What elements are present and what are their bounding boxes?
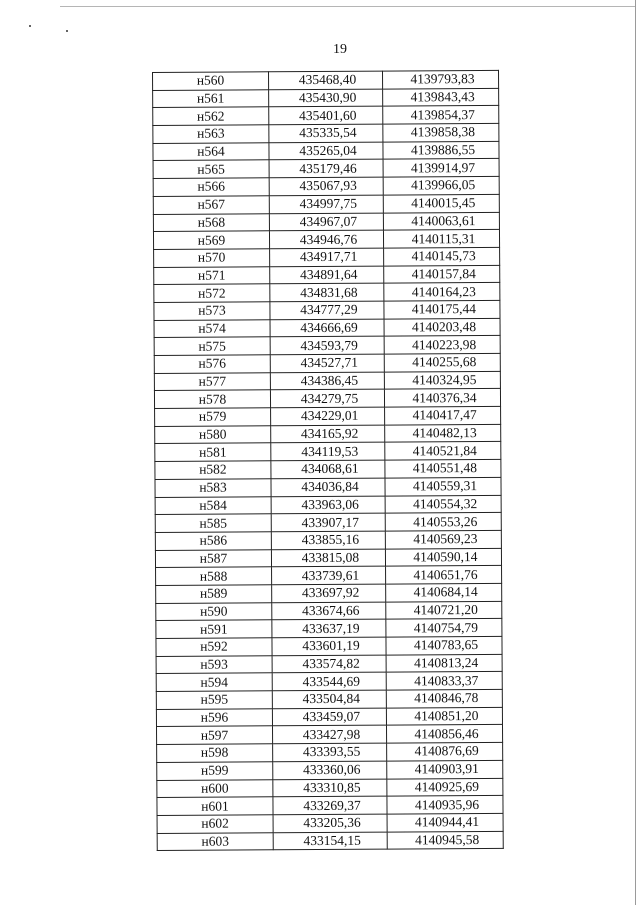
point-id-cell: н572 <box>154 284 270 302</box>
x-coordinate-cell: 434386,45 <box>270 372 384 390</box>
point-id-cell: н562 <box>153 107 269 125</box>
table-row <box>157 831 503 851</box>
x-coordinate-cell: 433963,06 <box>271 496 385 514</box>
table-row <box>153 194 499 214</box>
x-coordinate-cell: 433205,36 <box>273 814 387 832</box>
coordinates-table-body <box>153 70 504 850</box>
point-id-cell: н574 <box>154 319 270 337</box>
table-row <box>156 707 502 727</box>
table-row <box>153 177 499 197</box>
table-row <box>154 300 500 320</box>
table-row <box>153 106 499 126</box>
x-coordinate-cell: 435179,46 <box>269 160 383 178</box>
point-id-cell: н594 <box>156 673 272 691</box>
y-coordinate-cell: 4140115,31 <box>383 230 499 248</box>
x-coordinate-cell: 434279,75 <box>270 389 384 407</box>
point-id-cell: н592 <box>156 638 272 656</box>
table-row <box>156 636 502 656</box>
page-number: 19 <box>333 42 347 57</box>
point-id-cell: н576 <box>154 355 270 373</box>
point-id-cell: н565 <box>153 160 269 178</box>
scan-edge-top <box>60 6 636 7</box>
y-coordinate-cell: 4140851,20 <box>386 707 502 725</box>
y-coordinate-cell: 4140813,24 <box>386 654 502 672</box>
y-coordinate-cell: 4139966,05 <box>383 177 499 195</box>
x-coordinate-cell: 433907,17 <box>271 513 385 531</box>
point-id-cell: н600 <box>157 779 273 797</box>
point-id-cell: н580 <box>155 426 271 444</box>
table-row <box>154 318 500 338</box>
y-coordinate-cell: 4140569,23 <box>385 530 501 548</box>
x-coordinate-cell: 434068,61 <box>271 460 385 478</box>
point-id-cell: н578 <box>154 390 270 408</box>
point-id-cell: н601 <box>157 797 273 815</box>
coordinates-table <box>152 70 504 851</box>
y-coordinate-cell: 4139854,37 <box>383 106 499 124</box>
x-coordinate-cell: 433393,55 <box>273 743 387 761</box>
table-row <box>156 619 502 639</box>
x-coordinate-cell: 433427,98 <box>272 726 386 744</box>
x-coordinate-cell: 433360,06 <box>273 761 387 779</box>
point-id-cell: н567 <box>153 196 269 214</box>
point-id-cell: н563 <box>153 125 269 143</box>
y-coordinate-cell: 4140783,65 <box>386 636 502 654</box>
table-row <box>154 336 500 356</box>
scan-speck <box>29 25 31 27</box>
point-id-cell: н571 <box>154 266 270 284</box>
y-coordinate-cell: 4140945,58 <box>387 831 503 849</box>
y-coordinate-cell: 4140015,45 <box>383 194 499 212</box>
table-row <box>154 283 500 303</box>
x-coordinate-cell: 434946,76 <box>269 230 383 248</box>
point-id-cell: н585 <box>155 514 271 532</box>
y-coordinate-cell: 4140684,14 <box>386 583 502 601</box>
table-row <box>154 265 500 285</box>
x-coordinate-cell: 433154,15 <box>273 832 387 850</box>
scan-edge-right <box>635 0 636 905</box>
x-coordinate-cell: 434666,69 <box>270 319 384 337</box>
y-coordinate-cell: 4140063,61 <box>383 212 499 230</box>
point-id-cell: н560 <box>153 72 269 90</box>
y-coordinate-cell: 4140590,14 <box>385 548 501 566</box>
y-coordinate-cell: 4139858,38 <box>383 123 499 141</box>
x-coordinate-cell: 434593,79 <box>270 336 384 354</box>
point-id-cell: н573 <box>154 302 270 320</box>
y-coordinate-cell: 4140324,95 <box>384 371 500 389</box>
point-id-cell: н582 <box>155 461 271 479</box>
y-coordinate-cell: 4139914,97 <box>383 159 499 177</box>
y-coordinate-cell: 4140554,32 <box>385 495 501 513</box>
y-coordinate-cell: 4140145,73 <box>384 247 500 265</box>
table-row <box>157 725 503 745</box>
table-row <box>153 159 499 179</box>
table-row <box>154 389 500 409</box>
table-row <box>153 88 499 108</box>
table-row <box>153 230 499 250</box>
x-coordinate-cell: 435401,60 <box>269 106 383 124</box>
table-row <box>157 778 503 798</box>
point-id-cell: н588 <box>156 567 272 585</box>
y-coordinate-cell: 4140559,31 <box>385 477 501 495</box>
table-row <box>156 689 502 709</box>
x-coordinate-cell: 433504,84 <box>272 690 386 708</box>
point-id-cell: н596 <box>156 709 272 727</box>
scan-speck <box>66 30 68 32</box>
point-id-cell: н584 <box>155 496 271 514</box>
y-coordinate-cell: 4140482,13 <box>385 424 501 442</box>
x-coordinate-cell: 433739,61 <box>272 566 386 584</box>
table-row <box>153 212 499 232</box>
x-coordinate-cell: 433637,19 <box>272 619 386 637</box>
y-coordinate-cell: 4140903,91 <box>387 760 503 778</box>
point-id-cell: н591 <box>156 620 272 638</box>
table-row <box>153 70 499 90</box>
point-id-cell: н593 <box>156 655 272 673</box>
y-coordinate-cell: 4140833,37 <box>386 672 502 690</box>
point-id-cell: н583 <box>155 479 271 497</box>
table-row <box>154 353 500 373</box>
y-coordinate-cell: 4140876,69 <box>387 742 503 760</box>
y-coordinate-cell: 4140925,69 <box>387 778 503 796</box>
x-coordinate-cell: 433544,69 <box>272 672 386 690</box>
point-id-cell: н569 <box>153 231 269 249</box>
y-coordinate-cell: 4140935,96 <box>387 796 503 814</box>
y-coordinate-cell: 4140164,23 <box>384 283 500 301</box>
table-row <box>155 424 501 444</box>
x-coordinate-cell: 434997,75 <box>269 195 383 213</box>
x-coordinate-cell: 435430,90 <box>269 89 383 107</box>
table-row <box>156 601 502 621</box>
point-id-cell: н603 <box>157 832 273 850</box>
point-id-cell: н597 <box>157 726 273 744</box>
table-row <box>155 495 501 515</box>
table-row <box>156 654 502 674</box>
x-coordinate-cell: 434891,64 <box>270 266 384 284</box>
table-row <box>155 442 501 462</box>
point-id-cell: н586 <box>155 532 271 550</box>
point-id-cell: н577 <box>154 372 270 390</box>
x-coordinate-cell: 434229,01 <box>271 407 385 425</box>
y-coordinate-cell: 4140175,44 <box>384 300 500 318</box>
y-coordinate-cell: 4140856,46 <box>386 725 502 743</box>
table-row <box>155 477 501 497</box>
x-coordinate-cell: 434165,92 <box>271 425 385 443</box>
point-id-cell: н570 <box>154 249 270 267</box>
y-coordinate-cell: 4140376,34 <box>384 389 500 407</box>
y-coordinate-cell: 4140553,26 <box>385 513 501 531</box>
table-row <box>154 247 500 267</box>
point-id-cell: н564 <box>153 143 269 161</box>
table-row <box>157 760 503 780</box>
table-row <box>157 742 503 762</box>
point-id-cell: н589 <box>156 585 272 603</box>
table-row <box>155 460 501 480</box>
y-coordinate-cell: 4140157,84 <box>384 265 500 283</box>
y-coordinate-cell: 4140944,41 <box>387 813 503 831</box>
y-coordinate-cell: 4140203,48 <box>384 318 500 336</box>
point-id-cell: н579 <box>155 408 271 426</box>
table-row <box>154 371 500 391</box>
x-coordinate-cell: 434967,07 <box>269 213 383 231</box>
y-coordinate-cell: 4140255,68 <box>384 353 500 371</box>
x-coordinate-cell: 434036,84 <box>271 478 385 496</box>
y-coordinate-cell: 4139793,83 <box>382 70 498 88</box>
point-id-cell: н581 <box>155 443 271 461</box>
point-id-cell: н602 <box>157 815 273 833</box>
table-row <box>156 583 502 603</box>
x-coordinate-cell: 435067,93 <box>269 177 383 195</box>
point-id-cell: н598 <box>157 744 273 762</box>
x-coordinate-cell: 435335,54 <box>269 124 383 142</box>
table-row <box>153 141 499 161</box>
x-coordinate-cell: 434917,71 <box>270 248 384 266</box>
y-coordinate-cell: 4140417,47 <box>385 406 501 424</box>
y-coordinate-cell: 4140754,79 <box>386 619 502 637</box>
x-coordinate-cell: 433674,66 <box>272 602 386 620</box>
y-coordinate-cell: 4140846,78 <box>386 689 502 707</box>
point-id-cell: н595 <box>156 691 272 709</box>
y-coordinate-cell: 4140651,76 <box>386 566 502 584</box>
table-row <box>156 566 502 586</box>
x-coordinate-cell: 433855,16 <box>271 531 385 549</box>
y-coordinate-cell: 4139886,55 <box>383 141 499 159</box>
table-row <box>157 796 503 816</box>
x-coordinate-cell: 434777,29 <box>270 301 384 319</box>
table-row <box>155 548 501 568</box>
x-coordinate-cell: 433574,82 <box>272 655 386 673</box>
table-row <box>157 813 503 833</box>
table-row <box>155 406 501 426</box>
x-coordinate-cell: 434831,68 <box>270 283 384 301</box>
y-coordinate-cell: 4140521,84 <box>385 442 501 460</box>
x-coordinate-cell: 433601,19 <box>272 637 386 655</box>
x-coordinate-cell: 433815,08 <box>271 549 385 567</box>
point-id-cell: н566 <box>153 178 269 196</box>
table-row <box>155 513 501 533</box>
table-row <box>153 123 499 143</box>
point-id-cell: н568 <box>153 213 269 231</box>
x-coordinate-cell: 435265,04 <box>269 142 383 160</box>
point-id-cell: н561 <box>153 89 269 107</box>
x-coordinate-cell: 433459,07 <box>272 708 386 726</box>
point-id-cell: н575 <box>154 337 270 355</box>
x-coordinate-cell: 435468,40 <box>269 71 383 89</box>
point-id-cell: н590 <box>156 602 272 620</box>
y-coordinate-cell: 4140223,98 <box>384 336 500 354</box>
x-coordinate-cell: 434119,53 <box>271 443 385 461</box>
y-coordinate-cell: 4140551,48 <box>385 460 501 478</box>
table-row <box>156 672 502 692</box>
x-coordinate-cell: 433697,92 <box>272 584 386 602</box>
table-row <box>155 530 501 550</box>
x-coordinate-cell: 434527,71 <box>270 354 384 372</box>
y-coordinate-cell: 4140721,20 <box>386 601 502 619</box>
point-id-cell: н599 <box>157 762 273 780</box>
x-coordinate-cell: 433310,85 <box>273 779 387 797</box>
point-id-cell: н587 <box>155 549 271 567</box>
y-coordinate-cell: 4139843,43 <box>383 88 499 106</box>
x-coordinate-cell: 433269,37 <box>273 796 387 814</box>
